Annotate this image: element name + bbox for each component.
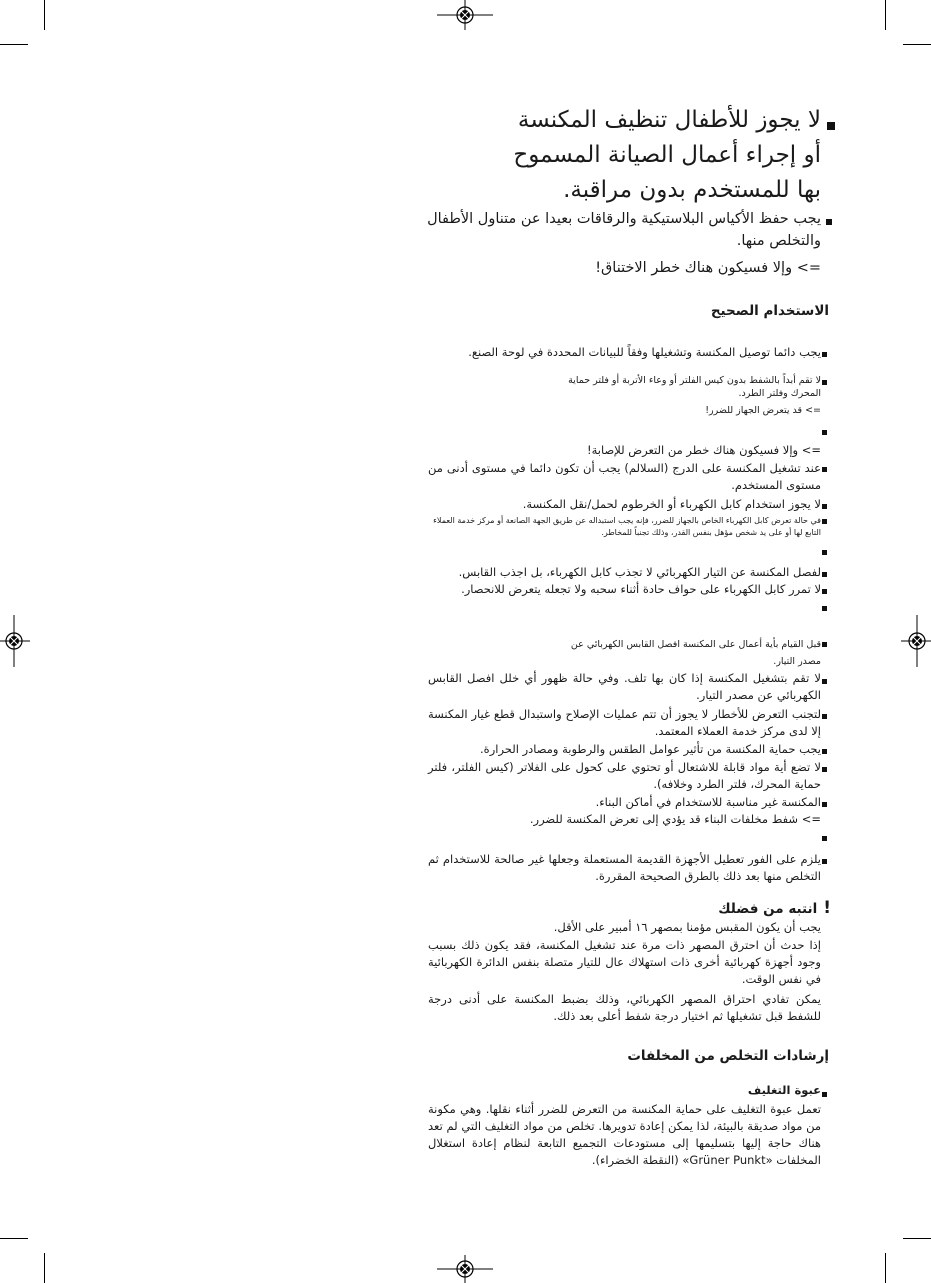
bullet-icon	[822, 589, 827, 594]
crop-mark	[0, 1238, 28, 1239]
bullet-icon	[822, 836, 827, 841]
bullet-icon	[822, 802, 827, 807]
old-devices-text: يلزم على الفور تعطيل الأجهزة القديمة المستعملة وجعلها غير صالحة للاستخدام ثم التخلص منها بعد ذلك بالطرق الصحيحة المقررة.	[428, 852, 821, 883]
construction-text: المكنسة غير مناسبة للاستخدام في أماكن البناء.	[595, 795, 821, 809]
bullet-icon	[822, 504, 827, 509]
bullet-icon	[822, 749, 827, 754]
weather-text: يجب حماية المكنسة من تأثير عوامل الطقس والرطوبة ومصادر الحرارة.	[480, 742, 821, 756]
notice-paragraph-2: إذا حدث أن احترق المصهر ذات مرة عند تشغيل المكنسة، فقد يكون ذلك بسبب وجود أجهزة كهربائية أخرى ذات استهلاك عال للتيار متصلة بنفس الدائرة الكهربائية في نفس الوقت.	[428, 938, 821, 986]
bags-warning: => وإلا فسيكون هناك خطر الاختناق!	[595, 260, 821, 276]
registration-mark-icon	[0, 615, 30, 667]
bullet-icon	[822, 430, 827, 435]
flammable-text: لا تضع أية مواد قابلة للاشتعال أو تحتوي على كحول على الفلاتر (كيس الفلتر، فلتر حماية المحرك، فلتر الطرد وخلافه).	[428, 760, 821, 791]
notice-title-row	[425, 897, 831, 920]
bullet-icon	[826, 219, 832, 225]
filter-warning: => قد يتعرض الجهاز للضرر!	[705, 405, 821, 416]
bullet-icon	[822, 1092, 827, 1097]
packaging-title: عبوة التغليف	[747, 1083, 821, 1097]
bullet-icon	[822, 550, 827, 555]
construction-warning: => شفط مخلفات البناء قد يؤدي إلى تعرض المكنسة للضرر.	[529, 812, 821, 826]
warning-icon: !	[823, 898, 831, 918]
bullet-icon	[822, 642, 827, 647]
notice-paragraph-3: يمكن تفادي احتراق المصهر الكهربائي، وذلك بضبط المكنسة على أدنى درجة للشفط قبل تشغيلها ثم اختيار درجة شفط أعلى بعد ذلك.	[428, 992, 821, 1023]
bullet-icon	[822, 714, 827, 719]
bullet-icon	[822, 467, 827, 472]
notice-paragraph-1: يجب أن يكون المقبس مؤمنا بمصهر ١٦ أمبير على الأقل.	[553, 920, 821, 934]
injury-warning: => وإلا فسيكون هناك خطر من التعرض للإصابة!	[586, 443, 821, 457]
sharp-edges-text: لا تمرر كابل الكهرباء على حواف حادة أثناء سحبه ولا تجعله يتعرض للانحصار.	[461, 582, 821, 596]
cable-damage-text: في حالة تعرض كابل الكهرباء الخاص بالجهاز للضرر، فإنه يجب استبداله عن طريق الجهة الصانعة أو مركز خدمة العملاء التابع لها أو على يد شخص مؤهل بنفس القدر، وذلك تجنباً للمخاطر.	[433, 516, 821, 537]
crop-mark	[885, 1253, 886, 1283]
connect-text: يجب دائما توصيل المكنسة وتشغيلها وفقاً للبيانات المحددة في لوحة الصنع.	[468, 345, 821, 359]
crop-mark	[903, 44, 931, 45]
bullet-icon	[822, 572, 827, 577]
registration-mark-icon	[901, 615, 931, 667]
bullet-icon	[822, 679, 827, 684]
cable-carry-text: لا يجوز استخدام كابل الكهرباء أو الخرطوم لحمل/نقل المكنسة.	[522, 497, 821, 511]
registration-mark-icon	[437, 0, 493, 30]
bullet-icon	[822, 767, 827, 772]
bullet-icon	[822, 519, 827, 524]
bullet-icon	[822, 859, 827, 864]
crop-mark	[44, 0, 45, 30]
damaged-text: لا تقم بتشغيل المكنسة إذا كان بها تلف. وفي حالة ظهور أي خلل افصل القابس الكهربائي عن مصدر التيار.	[428, 671, 821, 702]
crop-mark	[885, 0, 886, 30]
children-cleaning-text: لا يجوز للأطفال تنظيف المكنسة أو إجراء أعمال الصيانة المسموح بها للمستخدم بدون مراقبة.	[513, 107, 821, 203]
packaging-text: تعمل عبوة التغليف على حماية المكنسة من التعرض للضرر أثناء نقلها. وهي مكونة من مواد صديقة بالبيئة، لذا يمكن إعادة تدويرها. تخلص من مواد التغليف التي لم تعد هناك حاجة إليها بتسليمها إلى مستودعات التجميع التابعة لنظام إعادة استغلال المخلفات «Grüner Punkt» (النقطة الخضراء).	[428, 1102, 821, 1167]
notice-title: انتبه من فضلك	[718, 901, 818, 917]
section-heading-disposal: إرشادات التخلص من المخلفات	[627, 1048, 829, 1064]
stairs-text: عند تشغيل المكنسة على الدرج (السلالم) يجب أن تكون دائما في مستوى أدنى من مستوى المستخدم.	[428, 461, 821, 492]
crop-mark	[903, 1238, 931, 1239]
bullet-icon	[827, 122, 835, 130]
filter-text: لا تقم أبداً بالشفط بدون كيس الفلتر أو وعاء الأتربة أو فلتر حماية المحرك وفلتر الطرد.	[568, 375, 821, 399]
crop-mark	[44, 1253, 45, 1283]
registration-mark-icon	[437, 1255, 493, 1283]
bullet-icon	[822, 380, 827, 385]
bags-text: يجب حفظ الأكياس البلاستيكية والرقاقات بعيدا عن متناول الأطفال والتخلص منها.	[427, 211, 821, 249]
bullet-icon	[822, 606, 827, 611]
repairs-text: لتجنب التعرض للأخطار لا يجوز أن تتم عمليات الإصلاح واستبدال قطع غيار المكنسة إلا لدى مركز خدمة العملاء المعتمد.	[428, 707, 821, 738]
before-work-text: قبل القيام بأية أعمال على المكنسة افصل القابس الكهربائي عن مصدر التيار.	[570, 639, 821, 667]
crop-mark	[0, 44, 28, 45]
unplug-text: لفصل المكنسة عن التيار الكهربائي لا تجذب كابل الكهرباء، بل اجذب القابس.	[458, 565, 821, 579]
bullet-icon	[822, 352, 827, 357]
section-heading-proper-use: الاستخدام الصحيح	[710, 303, 829, 319]
